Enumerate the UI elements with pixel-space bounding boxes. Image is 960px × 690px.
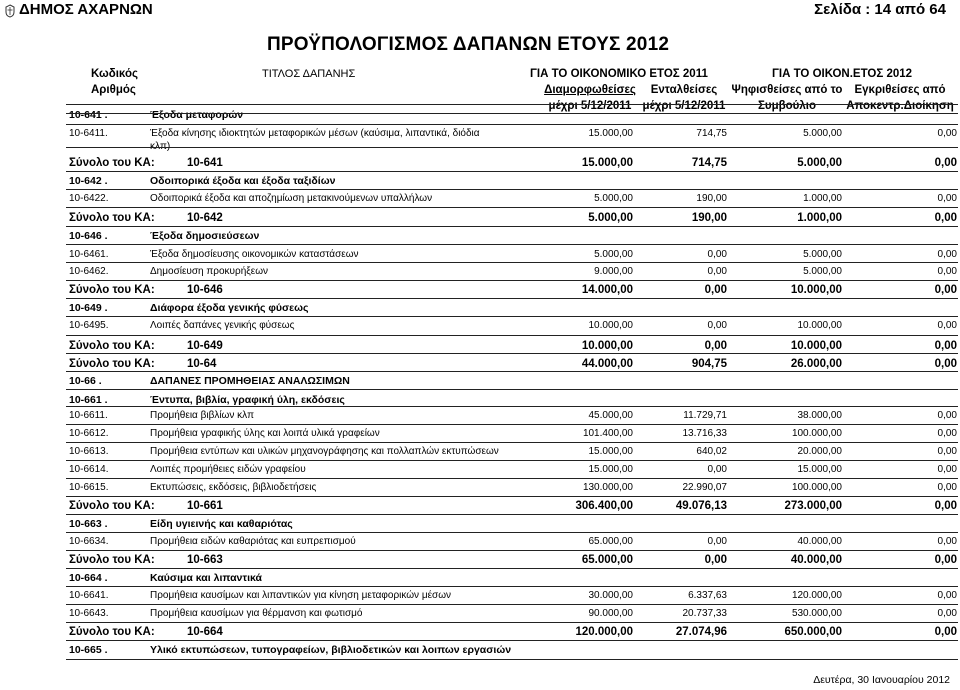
total-code: 10-642: [187, 212, 223, 224]
value-approved: 0,00: [937, 266, 957, 277]
total-code: 10-663: [187, 554, 223, 566]
row-divider: [66, 226, 958, 227]
total-ordered: 0,00: [704, 284, 727, 296]
table-row: [0, 128, 960, 152]
row-divider: [66, 406, 958, 407]
item-desc: Εκτυπώσεις, εκδόσεις, βιβλιοδετήσεις: [150, 482, 317, 493]
row-divider: [66, 659, 958, 660]
total-code: 10-661: [187, 500, 223, 512]
group-code: 10-664 .: [69, 572, 108, 584]
value-ordered: 714,75: [696, 128, 727, 139]
total-voted: 273.000,00: [784, 500, 842, 512]
organization-name: ΔΗΜΟΣ ΑΧΑΡΝΩΝ: [19, 1, 153, 18]
value-voted: 20.000,00: [797, 446, 842, 457]
value-ordered: 20.737,33: [682, 608, 727, 619]
item-desc: Οδοιπορικά έξοδα και αποζημίωση μετακινούμενων υπαλλήλων: [150, 193, 433, 204]
row-divider: [66, 622, 958, 623]
total-label: Σύνολο του ΚΑ:: [69, 284, 155, 296]
row-divider: [66, 280, 958, 281]
row-divider: [66, 478, 958, 479]
total-label: Σύνολο του ΚΑ:: [69, 626, 155, 638]
table-row: [0, 320, 960, 340]
value-voted: 530.000,00: [791, 608, 842, 619]
row-divider: [66, 424, 958, 425]
group-row: [0, 572, 960, 592]
total-label: Σύνολο του ΚΑ:: [69, 358, 155, 370]
total-approved: 0,00: [934, 212, 957, 224]
total-formed: 14.000,00: [581, 284, 633, 296]
group-title: Έντυπα, βιβλία, γραφική ύλη, εκδόσεις: [150, 394, 345, 406]
total-code: 10-649: [187, 340, 223, 352]
table-row: [0, 608, 960, 628]
item-desc: Προμήθεια καυσίμων για θέρμανση και φωτισμό: [150, 608, 363, 619]
total-label: Σύνολο του ΚΑ:: [69, 212, 155, 224]
col-formed-line2: μέχρι 5/12/2011: [548, 100, 632, 112]
row-divider: [66, 586, 958, 587]
total-formed: 65.000,00: [581, 554, 633, 566]
row-divider: [66, 298, 958, 299]
total-voted: 10.000,00: [790, 284, 842, 296]
group-code: 10-66 .: [69, 375, 102, 387]
row-divider: [66, 353, 958, 354]
table-row: [0, 266, 960, 286]
value-formed: 15.000,00: [588, 446, 633, 457]
table-row: [0, 193, 960, 213]
value-ordered: 190,00: [696, 193, 727, 204]
value-voted: 120.000,00: [791, 590, 842, 601]
col-approved-line2: Αποκεντρ.Διοίκηση: [846, 100, 954, 112]
total-ordered: 27.074,96: [675, 626, 727, 638]
item-code: 10-6615.: [69, 482, 109, 493]
value-formed: 101.400,00: [582, 428, 633, 439]
item-code: 10-6613.: [69, 446, 109, 457]
value-voted: 5.000,00: [803, 128, 842, 139]
row-divider: [66, 640, 958, 641]
total-approved: 0,00: [934, 340, 957, 352]
total-formed: 5.000,00: [588, 212, 633, 224]
group-title: Διάφορα έξοδα γενικής φύσεως: [150, 302, 309, 314]
col-ordered-line1: Ενταλθείσες: [650, 84, 718, 96]
value-formed: 90.000,00: [588, 608, 633, 619]
total-label: Σύνολο του ΚΑ:: [69, 554, 155, 566]
value-formed: 15.000,00: [588, 128, 633, 139]
value-voted: 10.000,00: [797, 320, 842, 331]
value-approved: 0,00: [937, 193, 957, 204]
total-label: Σύνολο του ΚΑ:: [69, 500, 155, 512]
item-code: 10-6634.: [69, 536, 109, 547]
row-divider: [66, 604, 958, 605]
value-approved: 0,00: [937, 320, 957, 331]
item-code: 10-6643.: [69, 608, 109, 619]
total-row: [0, 626, 960, 646]
group-code: 10-642 .: [69, 175, 108, 187]
row-divider: [66, 532, 958, 533]
group-title: Έξοδα μεταφορών: [150, 109, 244, 121]
group-title: Καύσιμα και λιπαντικά: [150, 572, 262, 584]
group-code: 10-649 .: [69, 302, 108, 314]
item-code: 10-6641.: [69, 590, 109, 601]
group-title: ΔΑΠΑΝΕΣ ΠΡΟΜΗΘΕΙΑΣ ΑΝΑΛΩΣΙΜΩΝ: [150, 375, 350, 387]
value-formed: 5.000,00: [594, 249, 633, 260]
item-desc-cont: κλπ): [150, 141, 171, 152]
value-voted: 40.000,00: [797, 536, 842, 547]
total-formed: 306.400,00: [575, 500, 633, 512]
value-ordered: 11.729,71: [683, 410, 727, 421]
row-divider: [66, 316, 958, 317]
total-row: [0, 500, 960, 520]
row-divider: [66, 207, 958, 208]
total-approved: 0,00: [934, 157, 957, 169]
table-row: [0, 464, 960, 484]
total-voted: 650.000,00: [784, 626, 842, 638]
group-row: [0, 109, 960, 129]
row-divider: [66, 147, 958, 148]
total-label: Σύνολο του ΚΑ:: [69, 340, 155, 352]
col-voted-line1: Ψηφισθείσες από το: [731, 84, 843, 96]
total-formed: 120.000,00: [575, 626, 633, 638]
row-divider: [66, 496, 958, 497]
value-formed: 15.000,00: [588, 464, 633, 475]
value-voted: 1.000,00: [803, 193, 842, 204]
total-approved: 0,00: [934, 626, 957, 638]
total-voted: 40.000,00: [790, 554, 842, 566]
total-row: [0, 554, 960, 574]
total-ordered: 714,75: [691, 157, 727, 169]
total-voted: 10.000,00: [790, 340, 842, 352]
row-divider: [66, 124, 958, 125]
table-row: [0, 536, 960, 556]
row-divider: [66, 335, 958, 336]
value-formed: 30.000,00: [588, 590, 633, 601]
value-approved: 0,00: [937, 428, 957, 439]
row-divider: [66, 460, 958, 461]
value-voted: 5.000,00: [803, 266, 842, 277]
table-row: [0, 590, 960, 610]
group-title: Έξοδα δημοσιεύσεων: [150, 230, 260, 242]
table-row: [0, 428, 960, 448]
total-ordered: 190,00: [691, 212, 727, 224]
value-approved: 0,00: [937, 249, 957, 260]
total-formed: 15.000,00: [581, 157, 633, 169]
group-row: [0, 518, 960, 538]
total-voted: 26.000,00: [790, 358, 842, 370]
col-approved-line1: Εγκριθείσες από: [854, 84, 946, 96]
item-code: 10-6422.: [69, 193, 109, 204]
group-row: [0, 230, 960, 250]
group-row: [0, 302, 960, 322]
total-formed: 10.000,00: [581, 340, 633, 352]
total-code: 10-664: [187, 626, 223, 638]
item-code: 10-6611.: [69, 410, 108, 421]
total-row: [0, 284, 960, 304]
row-divider: [66, 389, 958, 390]
col-code-line1: Κωδικός: [91, 68, 138, 80]
value-approved: 0,00: [937, 464, 957, 475]
item-desc: Προμήθεια βιβλίων κλπ: [150, 410, 255, 421]
value-voted: 15.000,00: [797, 464, 842, 475]
col-fy2012-header: ΓΙΑ ΤΟ ΟΙΚΟΝ.ΕΤΟΣ 2012: [772, 68, 913, 80]
col-voted-line2: Συμβούλιο: [758, 100, 816, 112]
value-approved: 0,00: [937, 446, 957, 457]
table-row: [0, 410, 960, 430]
table-row: [0, 446, 960, 466]
value-formed: 45.000,00: [588, 410, 633, 421]
row-divider: [66, 262, 958, 263]
group-row: [0, 375, 960, 395]
value-formed: 10.000,00: [588, 320, 633, 331]
row-divider: [66, 244, 958, 245]
value-voted: 100.000,00: [791, 428, 842, 439]
row-divider: [66, 550, 958, 551]
group-code: 10-663 .: [69, 518, 108, 530]
group-row: [0, 175, 960, 195]
value-ordered: 0,00: [707, 249, 727, 260]
group-row: [0, 644, 960, 664]
total-ordered: 904,75: [691, 358, 727, 370]
value-approved: 0,00: [937, 410, 957, 421]
row-divider: [66, 113, 958, 114]
item-desc: Προμήθεια γραφικής ύλης και λοιπά υλικά γραφείων: [150, 428, 380, 439]
header-divider: [66, 104, 958, 105]
row-divider: [66, 442, 958, 443]
total-row: [0, 157, 960, 177]
page-title: ΠΡΟΫΠΟΛΟΓΙΣΜΟΣ ΔΑΠΑΝΩΝ ΕΤΟΥΣ 2012: [267, 34, 670, 55]
total-approved: 0,00: [934, 358, 957, 370]
row-divider: [66, 189, 958, 190]
value-formed: 9.000,00: [594, 266, 633, 277]
group-title: Υλικό εκτυπώσεων, τυπογραφείων, βιβλιοδετικών και λοιπων εργασιών: [150, 644, 512, 656]
item-desc: Λοιπές δαπάνες γενικής φύσεως: [150, 320, 295, 331]
total-row: [0, 212, 960, 232]
total-ordered: 0,00: [704, 554, 727, 566]
value-ordered: 640,02: [696, 446, 727, 457]
col-ordered-line2: μέχρι 5/12/2011: [642, 100, 726, 112]
group-title: Οδοιπορικά έξοδα και έξοδα ταξιδίων: [150, 175, 336, 187]
item-code: 10-6461.: [69, 249, 109, 260]
total-formed: 44.000,00: [581, 358, 633, 370]
item-code: 10-6411.: [69, 128, 108, 139]
group-code: 10-641 .: [69, 109, 108, 121]
item-desc: Λοιπές προμήθειες ειδών γραφείου: [150, 464, 306, 475]
col-formed-line1: Διαμορφωθείσες: [544, 84, 636, 96]
total-code: 10-641: [187, 157, 223, 169]
value-approved: 0,00: [937, 536, 957, 547]
col-fy2011-header: ΓΙΑ ΤΟ ΟΙΚΟΝΟΜΙΚΟ ΕΤΟΣ 2011: [530, 68, 708, 80]
item-desc: Έξοδα κίνησης ιδιοκτητών μεταφορικών μέσων (καύσιμα, λιπαντικά, διόδια: [150, 128, 480, 139]
group-code: 10-646 .: [69, 230, 108, 242]
row-divider: [66, 371, 958, 372]
value-approved: 0,00: [937, 482, 957, 493]
total-approved: 0,00: [934, 554, 957, 566]
table-row: [0, 482, 960, 502]
value-voted: 100.000,00: [791, 482, 842, 493]
municipality-emblem-icon: [4, 4, 16, 18]
total-row: [0, 340, 960, 360]
value-ordered: 22.990,07: [682, 482, 727, 493]
item-desc: Δημοσίευση προκυρήξεων: [150, 266, 269, 277]
value-ordered: 0,00: [707, 320, 727, 331]
item-code: 10-6612.: [69, 428, 109, 439]
total-voted: 1.000,00: [797, 212, 842, 224]
group-code: 10-665 .: [69, 644, 108, 656]
value-voted: 38.000,00: [797, 410, 842, 421]
value-ordered: 13.716,33: [682, 428, 727, 439]
item-desc: Προμήθεια ειδών καθαριότας και ευπρεπισμού: [150, 536, 356, 547]
value-ordered: 0,00: [707, 536, 727, 547]
footer-date: Δευτέρα, 30 Ιανουαρίου 2012: [813, 674, 950, 686]
row-divider: [66, 171, 958, 172]
total-voted: 5.000,00: [797, 157, 842, 169]
value-formed: 65.000,00: [588, 536, 633, 547]
value-ordered: 6.337,63: [688, 590, 727, 601]
value-voted: 5.000,00: [803, 249, 842, 260]
value-formed: 130.000,00: [582, 482, 633, 493]
row-divider: [66, 568, 958, 569]
total-approved: 0,00: [934, 284, 957, 296]
item-code: 10-6614.: [69, 464, 109, 475]
item-desc: Προμήθεια εντύπων και υλικών μηχανογράφησης και πολλαπλών εκτυπώσεων: [150, 446, 499, 457]
item-desc: Προμήθεια καυσίμων και λιπαντικών για κίνηση μεταφορικών μέσων: [150, 590, 452, 601]
item-code: 10-6495.: [69, 320, 109, 331]
total-ordered: 49.076,13: [675, 500, 727, 512]
total-ordered: 0,00: [704, 340, 727, 352]
col-code-header: [91, 66, 138, 98]
group-code: 10-661 .: [69, 394, 108, 406]
value-ordered: 0,00: [707, 266, 727, 277]
page-number: Σελίδα : 14 από 64: [814, 1, 946, 18]
total-code: 10-64: [187, 358, 217, 370]
item-desc: Έξοδα δημοσίευσης οικονομικών καταστάσεων: [150, 249, 359, 260]
row-divider: [66, 514, 958, 515]
col-code-line2: Αριθμός: [91, 84, 136, 96]
value-approved: 0,00: [937, 590, 957, 601]
group-title: Είδη υγιεινής και καθαριότας: [150, 518, 293, 530]
total-approved: 0,00: [934, 500, 957, 512]
total-label: Σύνολο του ΚΑ:: [69, 157, 155, 169]
value-ordered: 0,00: [707, 464, 727, 475]
value-formed: 5.000,00: [594, 193, 633, 204]
value-approved: 0,00: [937, 128, 957, 139]
col-title-header: ΤΙΤΛΟΣ ΔΑΠΑΝΗΣ: [262, 68, 356, 80]
item-code: 10-6462.: [69, 266, 109, 277]
total-code: 10-646: [187, 284, 223, 296]
value-approved: 0,00: [937, 608, 957, 619]
